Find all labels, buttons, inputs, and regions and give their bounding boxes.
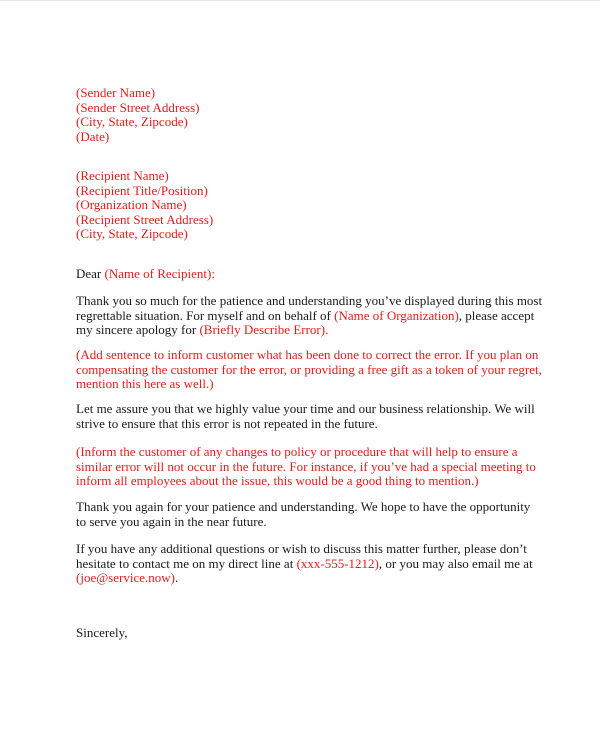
- paragraph-correction-instructions: [76, 348, 546, 392]
- recipient-name: (Recipient Name): [76, 168, 169, 183]
- paragraph-line: (Add sentence to inform customer what has been done to correct the error. If you plan on: [76, 347, 539, 362]
- paragraph-line: hesitate to contact me on my direct line at: [76, 555, 294, 571]
- paragraph-line: .: [174, 570, 179, 586]
- paragraph-line: strive to ensure that this error is not repeated in the future.: [76, 415, 378, 431]
- sender-name: (Sender Name): [76, 85, 156, 100]
- paragraph-line: my sincere apology for: [76, 322, 197, 338]
- paragraph-line: compensating the customer for the error, or providing a free gift as a token of your regret,: [76, 361, 542, 377]
- paragraph-assurance: [76, 402, 546, 431]
- error-description-placeholder: (Briefly Describe Error).: [199, 322, 329, 338]
- paragraph-line: to serve you again in the near future.: [76, 513, 267, 529]
- sender-street-address: (Sender Street Address): [76, 99, 200, 115]
- salutation-dear: Dear: [76, 266, 102, 281]
- paragraph-thank-you-again: [76, 500, 546, 529]
- paragraph-line: Let me assure you that we highly value your time and our business relationship. We will: [76, 401, 535, 416]
- paragraph-line: similar error will not occur in the future. For instance, if you’ve had a special meeting to: [76, 458, 536, 474]
- recipient-city-state-zip: (City, State, Zipcode): [76, 226, 188, 242]
- organization-name-placeholder: (Name of Organization): [334, 307, 459, 323]
- salutation-recipient-name: (Name of Recipient):: [104, 266, 215, 281]
- paragraph-line: Thank you so much for the patience and understanding you’ve displayed during this most: [76, 293, 543, 308]
- letter-date: (Date): [76, 128, 110, 144]
- recipient-street-address: (Recipient Street Address): [76, 211, 214, 227]
- paragraph-thank-you: [76, 294, 546, 338]
- paragraph-line: regrettable situation. For myself and on behalf of: [76, 307, 331, 323]
- paragraph-line: If you have any additional questions or wish to discuss this matter further, please don’t: [76, 541, 527, 556]
- recipient-title: (Recipient Title/Position): [76, 182, 208, 198]
- sender-city-state-zip: (City, State, Zipcode): [76, 114, 188, 130]
- sender-address-block: [76, 86, 546, 144]
- paragraph-line: mention this here as well.): [76, 376, 214, 392]
- email-placeholder: (joe@service.now): [76, 570, 175, 586]
- closing: [76, 626, 546, 641]
- paragraph-line: , or you may also email me at: [378, 555, 533, 571]
- paragraph-contact: [76, 542, 546, 586]
- salutation: [76, 267, 546, 282]
- paragraph-line: (Inform the customer of any changes to policy or procedure that will help to ensure a: [76, 444, 518, 459]
- paragraph-policy-instructions: [76, 445, 546, 489]
- closing-text: Sincerely,: [76, 625, 128, 640]
- paragraph-line: , please accept: [458, 307, 535, 323]
- paragraph-line: Thank you again for your patience and understanding. We hope to have the opportunity: [76, 499, 531, 514]
- phone-number-placeholder: (xxx-555-1212): [296, 555, 379, 571]
- paragraph-line: inform all employees about the issue, this would be a good thing to mention.): [76, 473, 479, 489]
- recipient-organization: (Organization Name): [76, 197, 187, 213]
- recipient-address-block: [76, 169, 546, 242]
